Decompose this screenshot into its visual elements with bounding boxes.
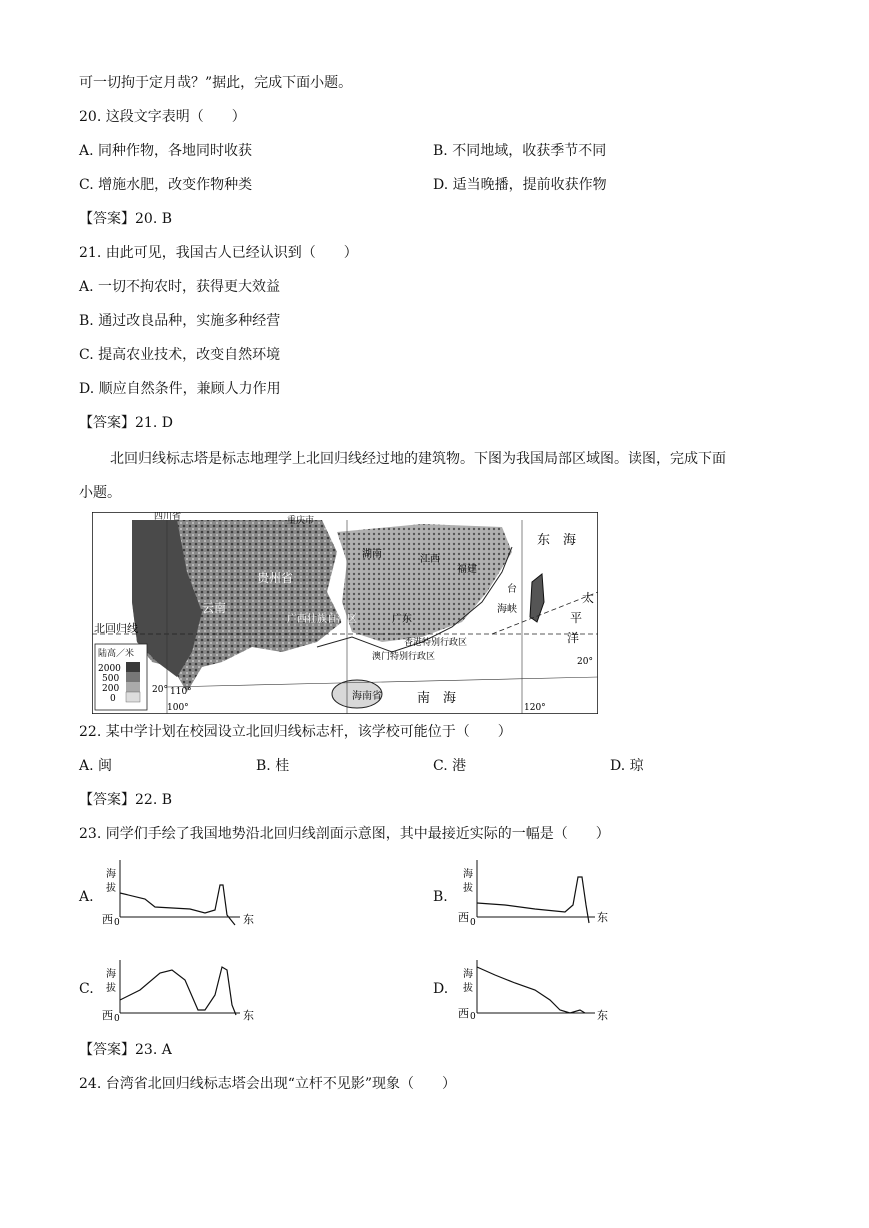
q21-option-c: C. 提高农业技术，改变自然环境: [79, 347, 281, 363]
profile-d-zero: 0: [470, 1012, 476, 1022]
profile-a-east: 东: [243, 913, 254, 926]
profile-a-alt1: 海: [106, 869, 116, 880]
legend-level-0: 0: [110, 694, 116, 704]
q20-stem: 20. 这段文字表明（ ）: [79, 109, 246, 125]
profile-c-alt2: 拔: [106, 983, 116, 994]
legend-level-200: 200: [102, 684, 120, 694]
legend-title: 陆高／米: [98, 649, 135, 659]
map-label-taiwan-strait: 海峡: [497, 604, 517, 615]
q20-option-d: D. 适当晚播，提前收获作物: [433, 177, 607, 193]
profile-a-west: 西: [102, 913, 113, 926]
q22-answer: 【答案】22. B: [79, 792, 173, 808]
profile-d-west: 西: [458, 1007, 469, 1020]
profile-b-west: 西: [458, 911, 469, 924]
q20-option-c: C. 增施水肥，改变作物种类: [79, 177, 253, 193]
map-label-fujian: 福建: [457, 564, 477, 575]
profile-c-zero: 0: [114, 1014, 120, 1024]
q21-stem: 21. 由此可见，我国古人已经认识到（ ）: [79, 245, 358, 261]
profile-b: [455, 855, 615, 930]
q21-answer: 【答案】21. D: [79, 415, 173, 431]
q21-option-d: D. 顺应自然条件，兼顾人力作用: [79, 381, 281, 397]
q23-answer: 【答案】23. A: [79, 1042, 172, 1058]
map-label-lon120: 120°: [524, 703, 546, 713]
q23-option-d: D.: [433, 981, 449, 997]
profile-c: [100, 955, 260, 1030]
map-label-lat20-w: 20°: [152, 685, 168, 695]
map-label-tropic: 北回归线: [94, 622, 138, 635]
profile-d-alt1: 海: [463, 969, 473, 980]
map-label-macau: 澳门特别行政区: [372, 652, 436, 662]
map-label-hainan: 海南省: [352, 691, 382, 702]
q20-option-a: A. 同种作物，各地同时收获: [79, 143, 253, 159]
map-label-lon100: 100°: [167, 703, 189, 713]
map-label-pacific-1: 太: [582, 591, 595, 605]
map-label-taiwan: 台: [507, 584, 517, 595]
q22-option-d: D. 琼: [610, 758, 644, 774]
q22-option-a: A. 闽: [79, 758, 113, 774]
map-label-donghai: 东 海: [537, 533, 577, 548]
q23-option-c: C.: [79, 981, 94, 997]
map-label-chongqing: 重庆市: [287, 516, 315, 526]
map-label-hongkong: 香港特别行政区: [404, 638, 468, 648]
profile-a-zero: 0: [114, 918, 120, 928]
map-label-guizhou: 贵州省: [257, 571, 294, 585]
map-label-pacific-2: 平: [570, 611, 583, 625]
profile-b-alt1: 海: [463, 869, 473, 880]
q22-option-c: C. 港: [433, 758, 467, 774]
region-map: [92, 512, 598, 714]
map-label-lon110: 110°: [170, 687, 192, 697]
profile-b-east: 东: [597, 911, 608, 924]
legend-level-2000: 2000: [98, 664, 121, 674]
map-label-yunnan: 云南: [202, 601, 227, 615]
profile-a-alt2: 拔: [106, 883, 116, 894]
q20-option-b: B. 不同地域，收获季节不同: [433, 143, 607, 159]
q24-stem: 24. 台湾省北回归线标志塔会出现“立杆不见影”现象（ ）: [79, 1076, 457, 1092]
map-label-sichuan: 四川省: [154, 512, 182, 522]
profile-d-alt2: 拔: [463, 983, 473, 994]
q23-stem: 23. 同学们手绘了我国地势沿北回归线剖面示意图，其中最接近实际的一幅是（ ）: [79, 826, 610, 842]
q23-option-b: B.: [433, 889, 448, 905]
profile-a: [100, 855, 260, 930]
map-label-lat20-e: 20°: [577, 657, 593, 667]
legend-level-500: 500: [102, 674, 120, 684]
q22-option-b: B. 桂: [256, 758, 290, 774]
profile-c-west: 西: [102, 1009, 113, 1022]
profile-c-alt1: 海: [106, 969, 116, 980]
q21-option-a: A. 一切不拘农时，获得更大效益: [79, 279, 281, 295]
map-label-hunan: 湖南: [362, 549, 382, 560]
map-label-nanhai: 南 海: [417, 691, 457, 706]
passage-line-1: 北回归线标志塔是标志地理学上北回归线经过地的建筑物。下图为我国局部区域图。读图，完成下面: [110, 451, 726, 467]
profile-d: [455, 955, 615, 1030]
intro-tail: 可一切拘于定月哉？”据此，完成下面小题。: [79, 75, 353, 91]
q21-option-b: B. 通过改良品种，实施多种经营: [79, 313, 281, 329]
passage-line-2: 小题。: [79, 485, 121, 501]
map-label-guangxi: 广西壮族自治区: [287, 614, 357, 625]
q20-answer: 【答案】20. B: [79, 211, 173, 227]
q23-option-a: A.: [79, 889, 94, 905]
profile-b-zero: 0: [470, 918, 476, 928]
map-label-pacific-3: 洋: [567, 631, 580, 645]
map-label-jiangxi: 江西: [420, 554, 440, 565]
profile-d-east: 东: [597, 1009, 608, 1022]
map-label-guangdong: 广东: [392, 614, 412, 625]
q22-stem: 22. 某中学计划在校园设立北回归线标志杆，该学校可能位于（ ）: [79, 724, 512, 740]
profile-b-alt2: 拔: [463, 883, 473, 894]
profile-c-east: 东: [243, 1009, 254, 1022]
